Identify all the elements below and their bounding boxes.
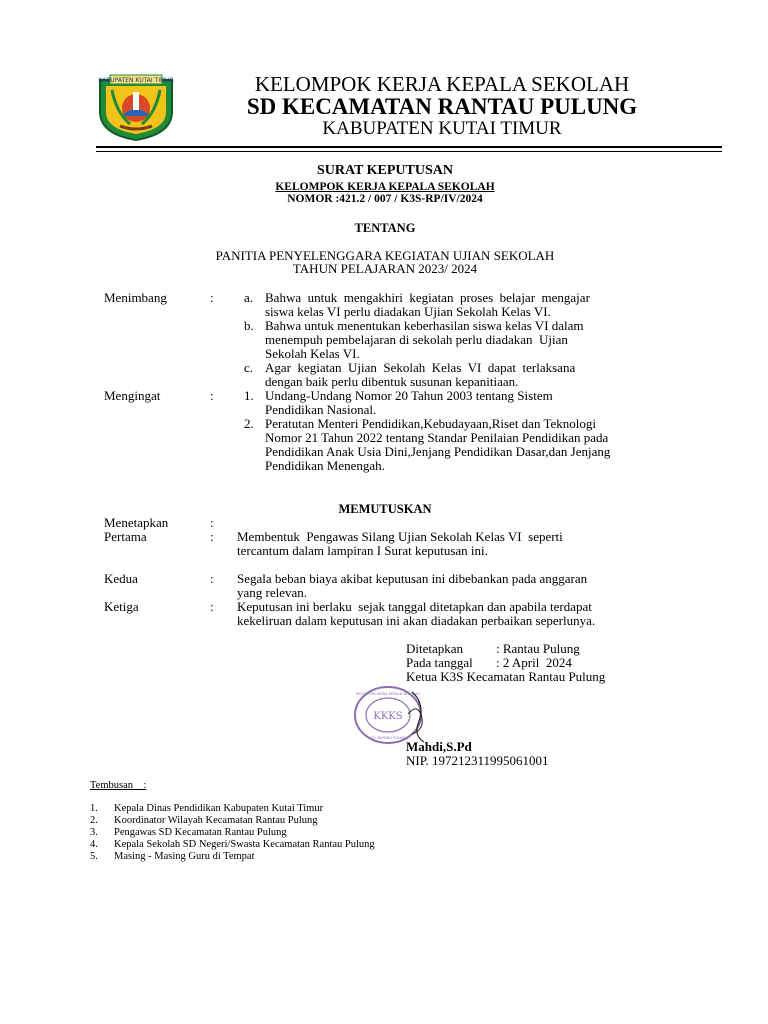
menimbang-c-line-1: Agar kegiatan Ujian Sekolah Kelas VI dapat terlaksana: [265, 360, 576, 375]
pertama-colon: :: [210, 529, 214, 544]
kop-line-3: KABUPATEN KUTAI TIMUR: [322, 118, 562, 139]
kutai-timur-logo: [96, 72, 176, 142]
pertama-line-1: Membentuk Pengawas Silang Ujian Sekolah Kelas VI seperti: [237, 529, 563, 544]
subject-line-2: TAHUN PELAJARAN 2023/ 2024: [292, 261, 478, 276]
kedua-colon: :: [210, 571, 214, 586]
kedua-line-2: yang relevan.: [237, 585, 308, 600]
tanggal-value: : 2 April 2024: [496, 655, 572, 670]
menetapkan-label: Menetapkan: [104, 515, 169, 530]
tembusan-num-2: 2.: [90, 815, 98, 826]
mengingat-label: Mengingat: [104, 388, 161, 403]
mengingat-1-line-1: Undang-Undang Nomor 20 Tahun 2003 tentang Sistem: [265, 388, 553, 403]
kop-line-2: SD KECAMATAN RANTAU PULUNG: [246, 94, 638, 119]
menimbang-c-line-2: dengan baik perlu dibentuk susunan kepanitiaan.: [265, 374, 519, 389]
menimbang-mark-c: c.: [244, 360, 254, 375]
kkks-stamp: [352, 684, 432, 746]
jabatan: Ketua K3S Kecamatan Rantau Pulung: [406, 669, 606, 684]
svg-text:KKKS: KKKS: [373, 711, 403, 722]
menimbang-a-line-1: Bahwa untuk mengakhiri kegiatan proses belajar mengajar: [265, 290, 590, 305]
pertama-line-2: tercantum dalam lampiran I Surat keputusan ini.: [237, 543, 488, 558]
menimbang-b-line-3: Sekolah Kelas VI.: [265, 346, 360, 361]
tembusan-label: Tembusan :: [90, 780, 147, 791]
menetapkan-colon: :: [210, 515, 214, 530]
kedua-line-1: Segala beban biaya akibat keputusan ini dibebankan pada anggaran: [237, 571, 588, 586]
tentang-heading: TENTANG: [354, 221, 416, 235]
tembusan-item-4: Kepala Sekolah SD Negeri/Swasta Kecamatan Rantau Pulung: [114, 839, 375, 850]
mengingat-colon: :: [210, 388, 214, 403]
tembusan-item-3: Pengawas SD Kecamatan Rantau Pulung: [114, 827, 287, 838]
mengingat-2-line-3: Pendidikan Anak Usia Dini,Jenjang Pendidikan Dasar,dan Jenjang: [265, 444, 611, 459]
tembusan-num-3: 3.: [90, 827, 98, 838]
doc-number: NOMOR :421.2 / 007 / K3S-RP/IV/2024: [287, 193, 483, 205]
menimbang-b-line-2: menempuh pembelajaran di sekolah perlu diadakan Ujian: [265, 332, 568, 347]
ketiga-line-2: kekeliruan dalam keputusan ini akan diadakan perbaikan seperlunya.: [237, 613, 596, 628]
svg-text:KEC. RANTAU PULUNG: KEC. RANTAU PULUNG: [368, 736, 408, 740]
mengingat-mark-2: 2.: [244, 416, 254, 431]
memutuskan-heading: MEMUTUSKAN: [338, 502, 432, 516]
menimbang-label: Menimbang: [104, 290, 167, 305]
mengingat-1-line-2: Pendidikan Nasional.: [265, 402, 377, 417]
ditetapkan-label: Ditetapkan: [406, 641, 464, 656]
mengingat-2-line-4: Pendidikan Menengah.: [265, 458, 385, 473]
kop-rule-thin: [96, 151, 722, 152]
ketiga-colon: :: [210, 599, 214, 614]
subject-line-1: PANITIA PENYELENGGARA KEGIATAN UJIAN SEKOLAH: [215, 248, 555, 263]
kedua-label: Kedua: [104, 571, 138, 586]
tembusan-num-4: 4.: [90, 839, 98, 850]
mengingat-2-line-1: Peratutan Menteri Pendidikan,Kebudayaan,Riset dan Teknologi: [265, 416, 596, 431]
menimbang-colon: :: [210, 290, 214, 305]
doc-title: SURAT KEPUTUSAN: [316, 163, 453, 178]
mengingat-mark-1: 1.: [244, 388, 254, 403]
tembusan-num-5: 5.: [90, 851, 98, 862]
signatory-nip: NIP. 197212311995061001: [406, 753, 549, 768]
kop-line-1: KELOMPOK KERJA KEPALA SEKOLAH: [254, 72, 630, 96]
ditetapkan-value: : Rantau Pulung: [496, 641, 580, 656]
menimbang-mark-b: b.: [244, 318, 254, 333]
menimbang-b-line-1: Bahwa untuk menentukan keberhasilan siswa kelas VI dalam: [265, 318, 584, 333]
signatory-name: Mahdi,S.Pd: [406, 739, 472, 754]
menimbang-mark-a: a.: [244, 290, 254, 305]
tembusan-item-2: Koordinator Wilayah Kecamatan Rantau Pulung: [114, 815, 318, 826]
doc-issuer: KELOMPOK KERJA KEPALA SEKOLAH: [275, 181, 495, 193]
ketiga-label: Ketiga: [104, 599, 139, 614]
tanggal-label: Pada tanggal: [406, 655, 473, 670]
svg-text:KELOMPOK KERJA KEPALA SEKOLAH: KELOMPOK KERJA KEPALA SEKOLAH: [355, 692, 421, 696]
tembusan-item-1: Kepala Dinas Pendidikan Kabupaten Kutai Timur: [114, 803, 324, 814]
menimbang-a-line-2: siswa kelas VI perlu diadakan Ujian Sekolah Kelas VI.: [265, 304, 551, 319]
tembusan-num-1: 1.: [90, 803, 98, 814]
svg-text:KABUPATEN KUTAI TIMUR: KABUPATEN KUTAI TIMUR: [98, 77, 174, 84]
pertama-label: Pertama: [104, 529, 147, 544]
ketiga-line-1: Keputusan ini berlaku sejak tanggal ditetapkan dan apabila terdapat: [237, 599, 592, 614]
mengingat-2-line-2: Nomor 21 Tahun 2022 tentang Standar Penilaian Pendidikan pada: [265, 430, 609, 445]
tembusan-item-5: Masing - Masing Guru di Tempat: [114, 851, 255, 862]
kop-rule-thick: [96, 146, 722, 148]
